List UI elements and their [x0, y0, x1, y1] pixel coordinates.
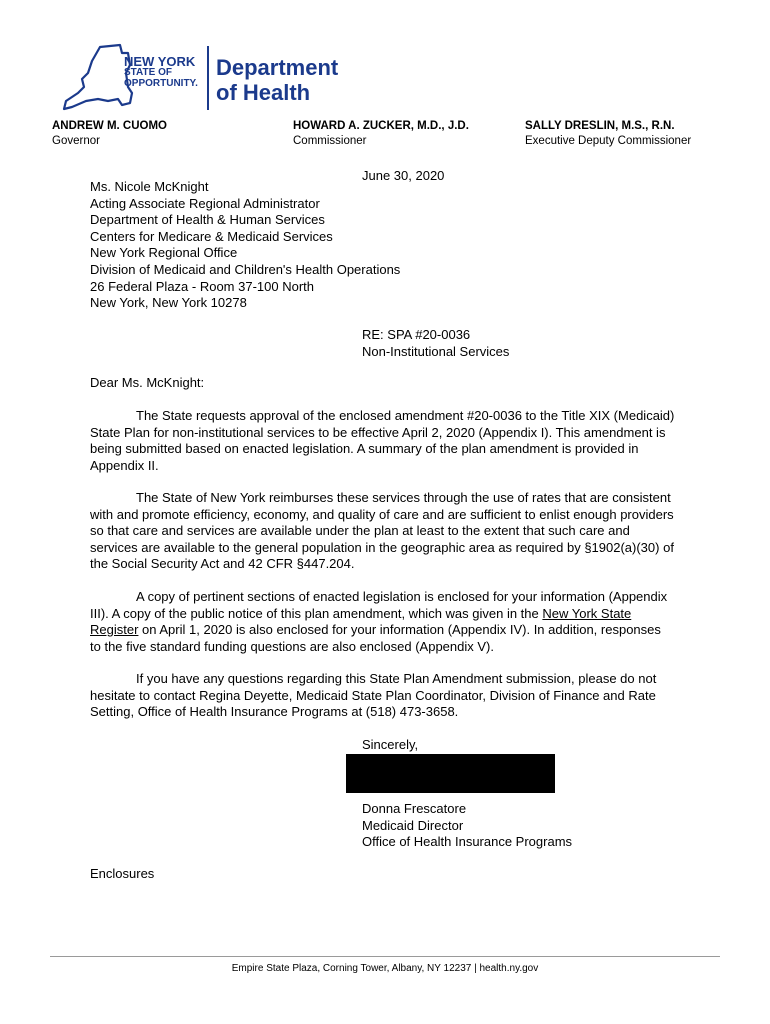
official-title: Governor: [52, 135, 100, 147]
signer-line: Donna Frescatore: [362, 801, 467, 816]
re-text: Non-Institutional Services: [362, 343, 510, 359]
paragraph-segment: A copy of pertinent sections of enacted legislation is enclosed for your information (Appendix III). A copy of the public notice of this plan amendment, which was given in the: [90, 589, 668, 621]
footer-divider: [50, 956, 720, 957]
signer-block: [362, 801, 572, 851]
official-name: SALLY DRESLIN, M.S., R.N.: [525, 120, 675, 132]
ny-state-register-reference: New York State Register: [90, 605, 632, 638]
closing: Sincerely,: [362, 737, 419, 752]
recipient-line: Department of Health & Human Services: [90, 212, 325, 228]
recipient-line: New York Regional Office: [90, 245, 238, 261]
body-paragraph-3: [90, 589, 675, 655]
department-line: Department: [216, 55, 339, 80]
official-name: HOWARD A. ZUCKER, M.D., J.D.: [293, 120, 469, 132]
ny-logo-text: [124, 56, 198, 89]
letter-date: June 30, 2020: [362, 168, 445, 183]
footer-address: Empire State Plaza, Corning Tower, Albany, NY 12237 | health.ny.gov: [231, 963, 539, 974]
paragraph-text: If you have any questions regarding this State Plan Amendment submission, please do not hesitate to contact Regina Deyette, Medicaid State Plan Coordinator, Division of Finance and Rate Setting, Office of Health Insurance Programs at (518) 473-3658.: [90, 671, 657, 720]
paragraph-segment: on April 1, 2020 is also enclosed for your information (Appendix IV). In addition, responses to the five standard funding questions are also enclosed (Appendix V).: [90, 622, 661, 654]
signer-line: Office of Health Insurance Programs: [362, 834, 573, 850]
body-paragraph-4: [90, 671, 675, 721]
official-name: ANDREW M. CUOMO: [52, 120, 167, 132]
paragraph-text: [90, 589, 675, 655]
recipient-line: Acting Associate Regional Administrator: [90, 195, 320, 211]
ny-logo-line: NEW YORK: [124, 54, 196, 69]
enclosures-label: Enclosures: [90, 866, 155, 881]
official-commissioner: [293, 120, 469, 147]
body-paragraph-1: [90, 408, 675, 474]
official-governor: [52, 120, 167, 147]
official-title: Commissioner: [293, 135, 367, 147]
department-line: of Health: [216, 80, 311, 105]
logo-divider: [207, 46, 209, 110]
recipient-address: [90, 179, 400, 312]
re-line: [362, 327, 509, 360]
salutation: Dear Ms. McKnight:: [90, 375, 205, 390]
recipient-line: Division of Medicaid and Children's Health Operations: [90, 261, 401, 277]
ny-logo-line: OPPORTUNITY.: [124, 78, 198, 89]
redacted-signature: [346, 754, 555, 793]
department-of-health-logo: [216, 55, 338, 105]
recipient-line: Centers for Medicare & Medicaid Services: [90, 228, 333, 244]
recipient-line: 26 Federal Plaza - Room 37-100 North: [90, 278, 315, 294]
recipient-line: Ms. Nicole McKnight: [90, 179, 209, 194]
re-text: RE: SPA #20-0036: [362, 327, 471, 342]
body-paragraph-2: [90, 490, 675, 573]
official-deputy-commissioner: [525, 120, 691, 147]
paragraph-text: The State requests approval of the enclosed amendment #20-0036 to the Title XIX (Medicaid) State Plan for non-institutional services to be effective April 2, 2020 (Appendix I). This amendment is being submitted based on enacted legislation. A summary of the plan amendment is provided in Appendix II.: [90, 408, 675, 473]
official-title: Executive Deputy Commissioner: [525, 135, 692, 147]
recipient-line: New York, New York 10278: [90, 295, 247, 311]
ny-logo-line: STATE OF: [124, 67, 172, 78]
paragraph-text: The State of New York reimburses these services through the use of rates that are consistent with and promote efficiency, economy, and quality of care and are sufficient to enlist enough providers so that care and services are available under the plan at least to the extent that such care and services are available to the general population in the geographic area as required by §1902(a)(30) of the Social Security Act and 42 CFR §447.204.: [90, 490, 674, 572]
signer-line: Medicaid Director: [362, 817, 464, 833]
